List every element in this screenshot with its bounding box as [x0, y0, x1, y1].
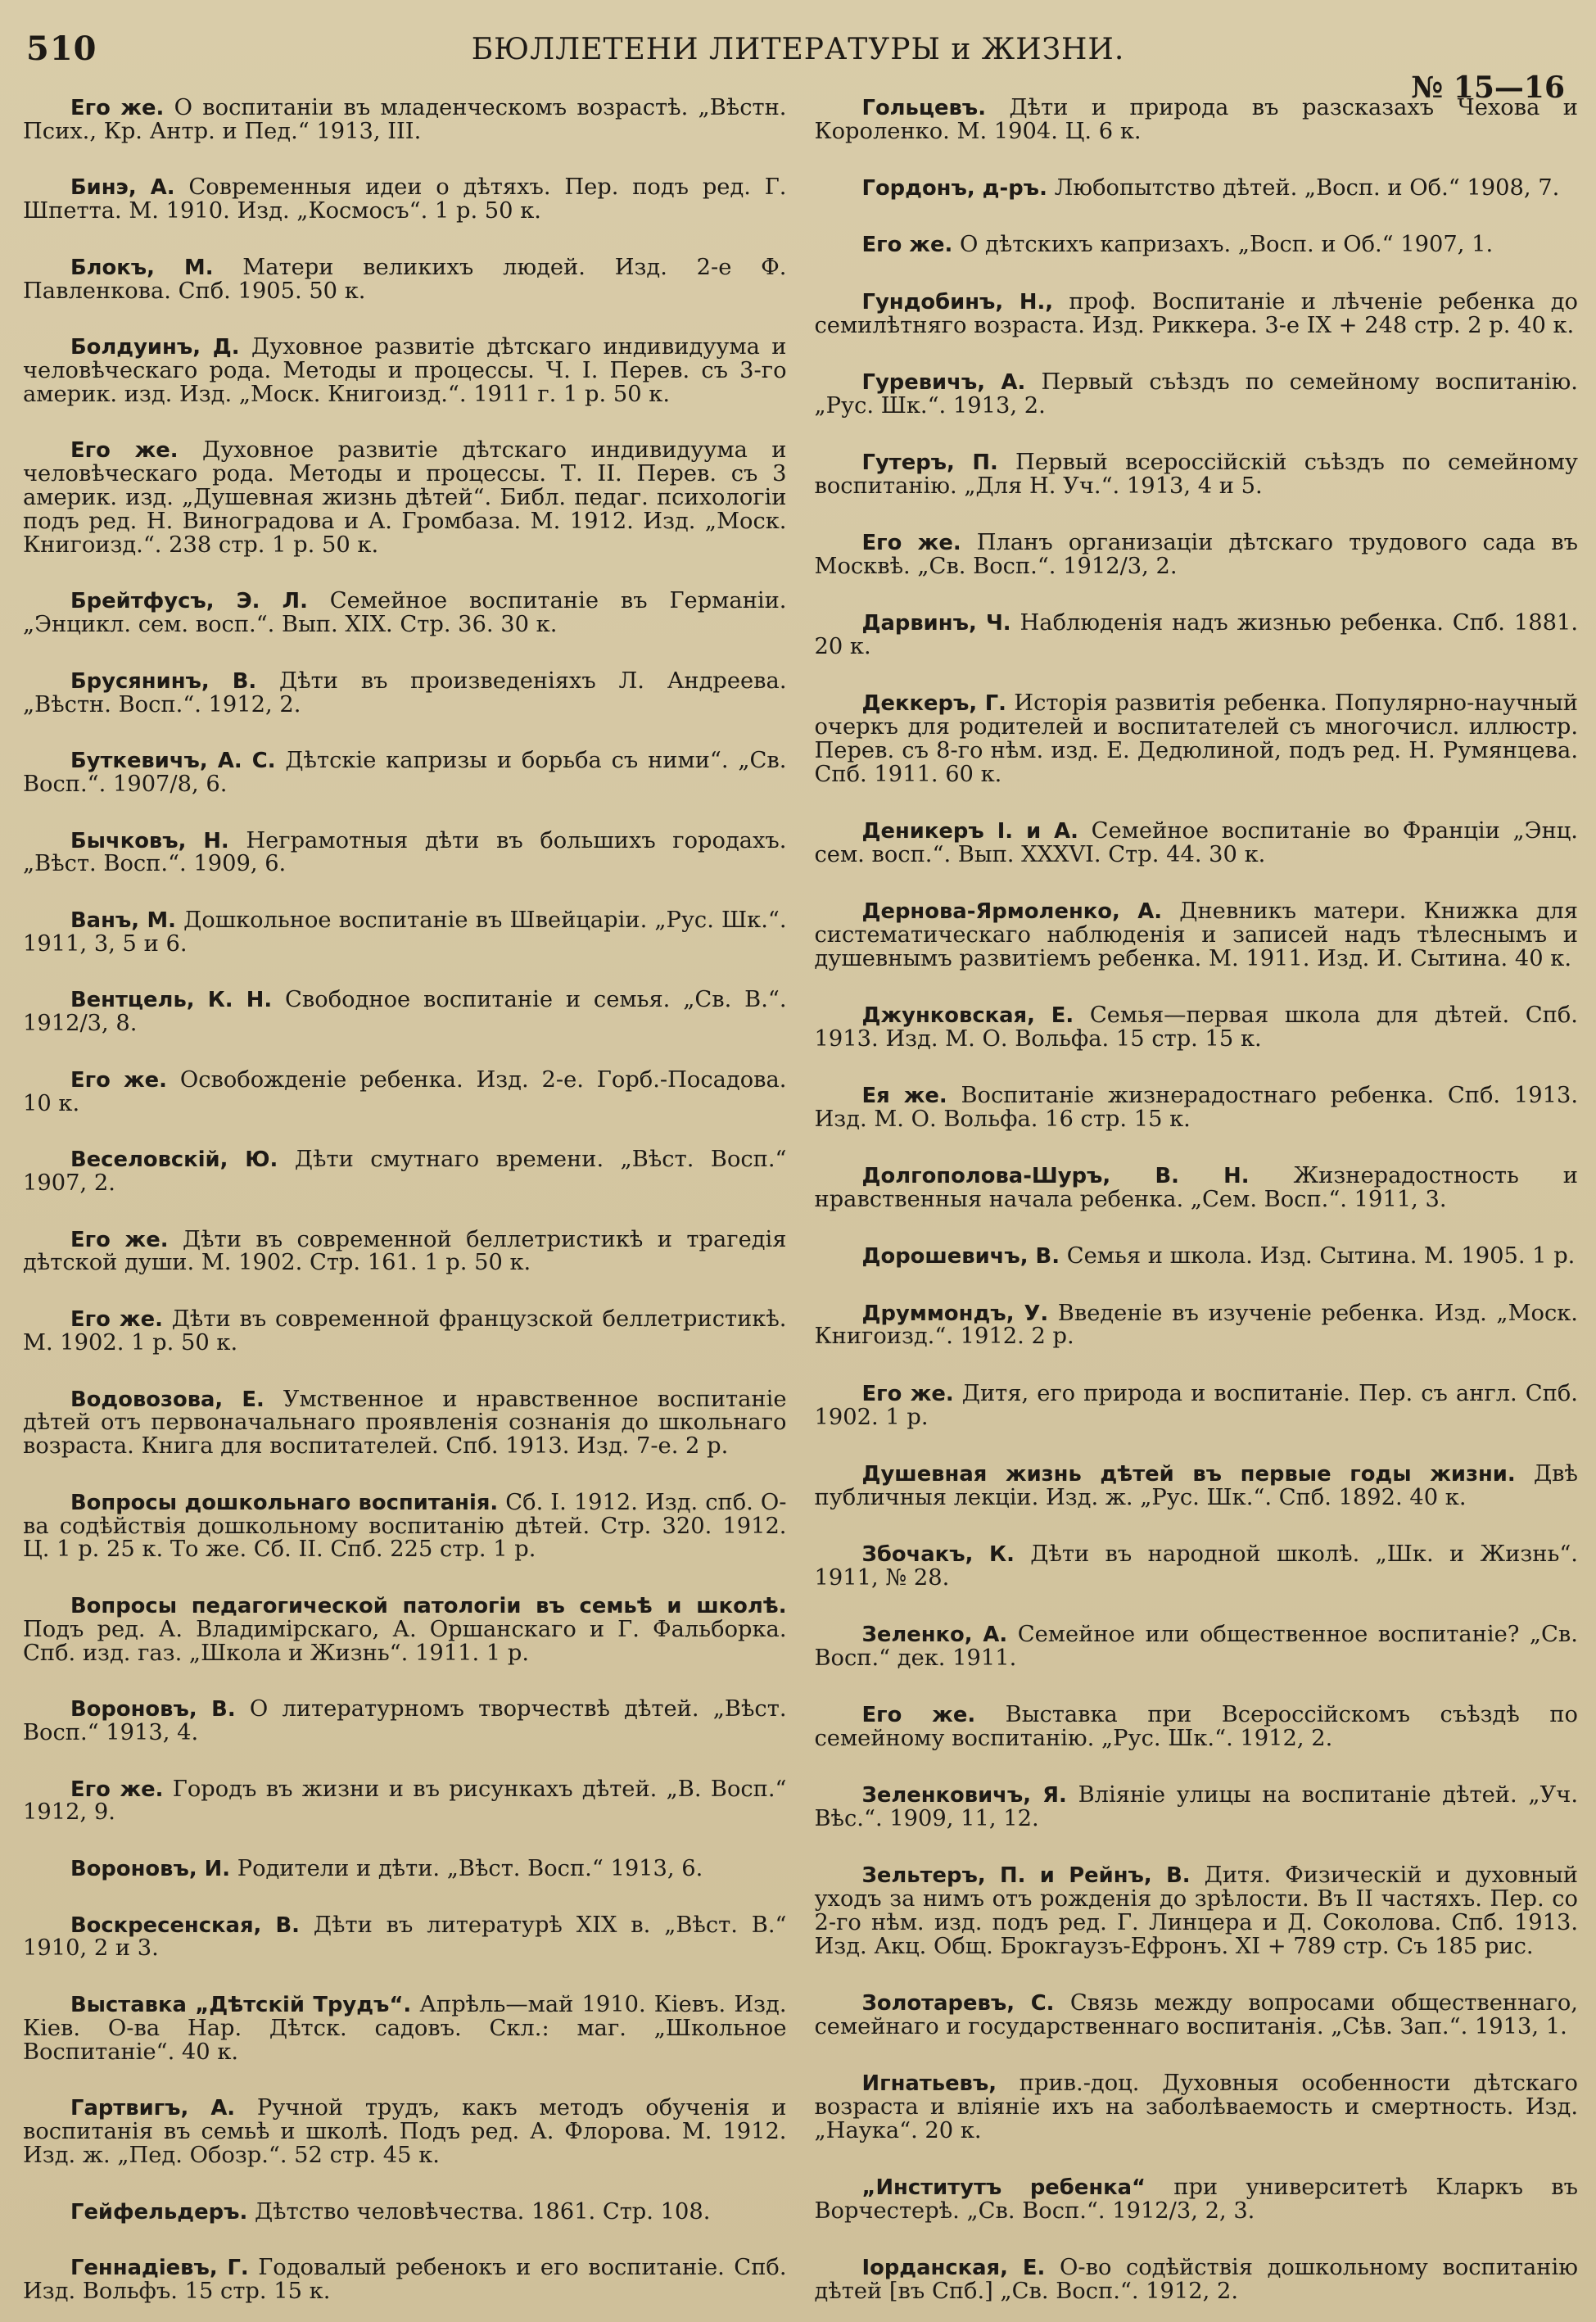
- entry-text: О дѣтскихъ капризахъ. „Восп. и Об.“ 1907, 1.: [959, 232, 1494, 258]
- entry-author: Его же.: [70, 1307, 163, 1333]
- entry-author: Душевная жизнь дѣтей въ первые годы жизни.: [861, 1461, 1516, 1487]
- entry-author: Водовозова, Е.: [70, 1387, 264, 1412]
- entry-text: Дѣти въ современной беллетристикѣ и трагедія дѣтской души. М. 1902. Стр. 161. 1 р. 50 к.: [23, 1226, 787, 1276]
- bibliography-entry: [815, 97, 1579, 144]
- entry-author: Его же.: [70, 1067, 167, 1093]
- bibliography-entry: [815, 1623, 1579, 1671]
- bibliography-entry: [23, 1914, 787, 1962]
- bibliography-entry: [815, 1004, 1579, 1052]
- entry-author: Геннадіевъ, Г.: [70, 2256, 249, 2281]
- entry-author: Его же.: [861, 1381, 954, 1406]
- bibliography-entry: [815, 612, 1579, 659]
- bibliography-entry: [815, 451, 1579, 499]
- bibliography-entry: [815, 1992, 1579, 2039]
- running-title: БЮЛЛЕТЕНИ ЛИТЕРАТУРЫ и ЖИЗНИ.: [471, 33, 1125, 66]
- bibliography-entry: [23, 1778, 787, 1826]
- entry-author: Ванъ, М.: [70, 908, 176, 933]
- bibliography-entry: [23, 1148, 787, 1196]
- entry-author: Его же.: [70, 438, 179, 464]
- entry-author: Долгополова-Шуръ, В. Н.: [861, 1164, 1250, 1189]
- entry-text: при университетѣ Кларкъ въ Ворчестерѣ. „Св. Восп.“. 1912/3, 2, 3.: [814, 2175, 1578, 2224]
- entry-author: Его же.: [70, 1227, 169, 1252]
- entry-author: Іорданская, Е.: [861, 2256, 1046, 2281]
- bibliography-entry: [23, 827, 787, 877]
- entry-text: Планъ организаціи дѣтскаго трудового сада въ Москвѣ. „Св. Восп.“. 1912/3, 2.: [814, 530, 1578, 579]
- bibliography-entry: [23, 670, 787, 717]
- bibliography-entry: [815, 900, 1579, 971]
- entry-text: Введеніе въ изученіе ребенка. Изд. „Моск. Книгоизд.“. 1912. 2 р.: [814, 1300, 1578, 1350]
- entry-author: Его же.: [70, 1777, 164, 1802]
- entry-text: Духовное развитіе дѣтскаго индивидуума и человѣческаго рода. Методы и процессы. Т. II. Перев. съ 3 америк. изд. „Душевная жизнь дѣтей“. Библ. педаг. психологіи подъ ред. Н. Виноградова и А. Громбаза. М. 1912. Изд. „Моск. Книгоизд.“. 238 стр. 1 р. 50 к.: [23, 437, 787, 558]
- entry-author: Веселовскій, Ю.: [70, 1147, 278, 1173]
- entry-text: Дитя, его природа и воспитаніе. Пер. съ англ. Спб. 1902. 1 р.: [814, 1380, 1578, 1430]
- entry-text: Дѣти смутнаго времени. „Вѣст. Восп.“ 1907, 2.: [23, 1147, 787, 1197]
- bibliography-entry: [815, 2072, 1579, 2143]
- bibliography-entry: [814, 1460, 1579, 1510]
- bibliography-entry: [815, 532, 1579, 579]
- bibliography-entry: [815, 1084, 1579, 1132]
- entry-text: Связь между вопросами общественнаго, семейнаго и государственнаго воспитанія. „Сѣв. Зап.“. 1913, 1.: [814, 1990, 1578, 2039]
- entry-text: Вліяніе улицы на воспитаніе дѣтей. „Уч. Вѣс.“. 1909, 11, 12.: [814, 1782, 1579, 1832]
- entry-author: Зеленковичъ, Я.: [861, 1783, 1067, 1808]
- entry-author: Вентцель, К. Н.: [70, 988, 273, 1013]
- entry-text: Воспитаніе жизнерадостнаго ребенка. Спб. 1913. Изд. М. О. Вольфа. 16 стр. 15 к.: [814, 1083, 1578, 1132]
- entry-text: Подъ ред. А. Владимірскаго, А. Оршанскаго и Г. Фальборка. Спб. изд. газ. „Школа и Жизнь“. 1911. 1 р.: [23, 1616, 787, 1666]
- bibliography-entry: [23, 439, 787, 557]
- entry-text: Дитя. Физическій и духовный уходъ за нимъ отъ рожденія до зрѣлости. Въ II частяхъ. Пер. со 2-го нѣм. изд. подъ ред. Г. Линцера и Д. Соколова. Спб. 1913. Изд. Акц. Общ. Брокгаузъ-Ефронъ. XI + 789 стр. Съ 185 рис.: [814, 1863, 1578, 1959]
- entry-text: Выставка при Всероссійскомъ съѣздѣ по семейному воспитанію. „Рус. Шк.“. 1912, 2.: [814, 1702, 1578, 1751]
- entry-text: Неграмотныя дѣти въ большихъ городахъ. „Вѣст. Восп.“. 1909, 6.: [23, 827, 787, 877]
- entry-author: Деккеръ, Г.: [861, 691, 1006, 717]
- entry-author: Гундобинъ, Н.,: [861, 289, 1054, 315]
- page-header: [25, 23, 1571, 105]
- bibliography-entry: [815, 233, 1579, 257]
- bibliography-entry: [23, 1698, 787, 1745]
- bibliography-entry: [23, 336, 787, 406]
- entry-author: „Институтъ ребенка“: [861, 2175, 1146, 2201]
- bibliography-entry: [815, 1543, 1579, 1591]
- entry-author: Буткевичъ, А. С.: [70, 749, 276, 774]
- entry-text: прив.-доц. Духовныя особенности дѣтскаго возраста и вліяніе ихъ на заболѣваемость и смертность. Изд. „Наука“. 20 к.: [814, 2071, 1578, 2143]
- entry-author: Его же.: [861, 233, 953, 258]
- entry-author: Зеленко, А.: [861, 1623, 1008, 1648]
- entry-author: Золотаревъ, С.: [861, 1991, 1055, 2016]
- entry-text: Двѣ публичныя лекціи. Изд. ж. „Рус. Шк.“. Спб. 1892. 40 к.: [814, 1460, 1578, 1510]
- bibliography-entry: [23, 1066, 787, 1116]
- entry-text: Городъ въ жизни и въ рисункахъ дѣтей. „В. Восп.“ 1912, 9.: [23, 1776, 787, 1826]
- entry-text: Исторія развитія ребенка. Популярно-научный очеркъ для родителей и воспитателей съ многочисл. иллюстр. Перев. съ 8-го нѣм. изд. Е. Дедюлиной, подъ ред. Н. Румянцева. Спб. 1911. 60 к.: [814, 690, 1578, 787]
- bibliography-entry: [815, 1302, 1579, 1350]
- entry-author: Вопросы педагогической патологіи въ семьѣ и школѣ.: [70, 1593, 787, 1618]
- entry-author: Дарвинъ, Ч.: [861, 611, 1011, 636]
- entry-author: Деникеръ І. и А.: [861, 818, 1078, 844]
- entry-author: Брусянинъ, В.: [70, 668, 257, 694]
- entry-author: Джунковская, Е.: [861, 1003, 1074, 1028]
- entry-text: Свободное воспитаніе и семья. „Св. В.“. 1912/3, 8.: [23, 987, 787, 1037]
- entry-author: Его же.: [70, 96, 165, 120]
- entry-author: Зельтеръ, П. и Рейнъ, В.: [861, 1863, 1191, 1889]
- entry-text: Семейное воспитаніе въ Германіи. „Энцикл. сем. восп.“. Вып. XIX. Стр. 36. 30 к.: [23, 588, 787, 638]
- entry-text: Апрѣль—май 1910. Кіевъ. Изд. Кіев. О-ва Нар. Дѣтск. садовъ. Скл.: маг. „Школьное Воспитаніе“. 40 к.: [23, 1992, 787, 2065]
- entry-author: Вороновъ, И.: [70, 1857, 231, 1882]
- entry-author: Дорошевичъ, В.: [861, 1244, 1060, 1270]
- bibliography-entry: [23, 1308, 787, 1356]
- entry-text: Семья и школа. Изд. Сытина. М. 1905. 1 р.: [1066, 1243, 1576, 1270]
- entry-text: Ручной трудъ, какъ методъ обученія и воспитанія въ семьѣ и школѣ. Подъ ред. А. Флорова. М. 1912. Изд. ж. „Пед. Обозр.“. 52 стр. 45 к.: [23, 2095, 787, 2168]
- entry-author: Гордонъ, д-ръ.: [861, 176, 1047, 201]
- bibliography-entry: [815, 177, 1579, 201]
- entry-text: О литературномъ творчествѣ дѣтей. „Вѣст. Восп.“ 1913, 4.: [23, 1696, 787, 1745]
- bibliography-entry: [23, 1226, 787, 1276]
- entry-text: Наблюденія надъ жизнью ребенка. Спб. 1881. 20 к.: [814, 610, 1578, 659]
- bibliography-entry: [23, 590, 787, 637]
- entry-text: Матери великихъ людей. Изд. 2-е Ф. Павленкова. Спб. 1905. 50 к.: [23, 254, 787, 304]
- entry-text: Дѣтство человѣчества. 1861. Стр. 108.: [254, 2198, 711, 2225]
- bibliography-entry: [815, 371, 1579, 419]
- entry-author: Збочакъ, К.: [861, 1541, 1015, 1567]
- entry-text: Первый всероссійскій съѣздъ по семейному воспитанію. „Для Н. Уч.“. 1913, 4 и 5.: [814, 449, 1578, 499]
- entry-text: Духовное развитіе дѣтскаго индивидуума и человѣческаго рода. Методы и процессы. Ч. I. Перев. съ 3-го америк. изд. Изд. „Моск. Книгоизд.“. 1911 г. 1 р. 50 к.: [23, 334, 787, 407]
- entry-text: Семейное или общественное воспитаніе? „Св. Восп.“ дек. 1911.: [814, 1622, 1578, 1671]
- entry-author: Дернова-Ярмоленко, А.: [861, 899, 1163, 925]
- bibliography-entry: [815, 1704, 1579, 1751]
- page-number: 510: [26, 29, 97, 68]
- entry-author: Блокъ, М.: [70, 255, 214, 280]
- entry-author: Брейтфусъ, Э. Л.: [70, 589, 308, 614]
- bibliography-entry: [815, 1784, 1579, 1831]
- bibliography-entry: [814, 288, 1579, 338]
- bibliography-entry: [23, 1858, 787, 1881]
- entry-author: Вороновъ, В.: [70, 1697, 236, 1722]
- entry-author: Бинэ, А.: [70, 175, 175, 201]
- entry-text: Сб. I. 1912. Изд. спб. О-ва содѣйствія дошкольному воспитанію дѣтей. Стр. 320. 1912. Ц. 1 р. 25 к. То же. Сб. II. Спб. 225 стр. 1 р.: [23, 1489, 787, 1563]
- bibliography-entry: [23, 1491, 787, 1562]
- issue-number: № 15—16: [1411, 70, 1565, 105]
- entry-text: Семейное воспитаніе во Франціи „Энц. сем. восп.“. Вып. XXXVI. Стр. 44. 30 к.: [814, 817, 1578, 867]
- entry-text: Освобожденіе ребенка. Изд. 2-е. Горб.-Посадова. 10 к.: [23, 1066, 787, 1116]
- entry-author: Его же.: [861, 531, 961, 556]
- bibliography-entry: [815, 2256, 1579, 2304]
- entry-text: О-во содѣйствія дошкольному воспитанію дѣтей [въ Спб.] „Св. Восп.“. 1912, 2.: [814, 2255, 1578, 2305]
- bibliography-entry: [815, 1245, 1579, 1269]
- entry-text: Родители и дѣти. „Вѣст. Восп.“ 1913, 6.: [237, 1856, 703, 1882]
- entry-text: Жизнерадостность и нравственныя начала ребенка. „Сем. Восп.“. 1911, 3.: [814, 1163, 1578, 1213]
- bibliography-columns: [23, 97, 1578, 2304]
- entry-text: Дѣти въ произведеніяхъ Л. Андреева. „Вѣстн. Восп.“. 1912, 2.: [23, 668, 787, 717]
- bibliography-entry: [815, 1864, 1579, 1958]
- entry-text: Дѣти въ литературѣ XIX в. „Вѣст. В.“ 1910, 2 и 3.: [23, 1912, 787, 1962]
- entry-text: Дѣти и природа въ разсказахъ Чехова и Короленко. М. 1904. Ц. 6 к.: [814, 95, 1578, 144]
- entry-text: Любопытство дѣтей. „Восп. и Об.“ 1908, 7.: [1054, 175, 1560, 201]
- entry-author: Вопросы дошкольнаго воспитанія.: [70, 1490, 499, 1515]
- entry-author: Гутеръ, П.: [861, 450, 998, 475]
- bibliography-entry: [815, 1165, 1579, 1212]
- entry-text: Годовалый ребенокъ и его воспитаніе. Спб. Изд. Вольфъ. 15 стр. 15 к.: [23, 2255, 787, 2304]
- entry-author: Друммондъ, У.: [861, 1301, 1049, 1326]
- entry-text: О воспитаніи въ младенческомъ возрастѣ. „Вѣстн. Псих., Кр. Антр. и Пед.“ 1913, III.: [23, 95, 787, 144]
- entry-text: Дѣтскіе капризы и борьба съ ними“. „Св. Восп.“. 1907/8, 6.: [23, 748, 787, 797]
- bibliography-entry: [23, 1388, 787, 1459]
- entry-text: Семья—первая школа для дѣтей. Спб. 1913. Изд. М. О. Вольфа. 15 стр. 15 к.: [814, 1003, 1578, 1052]
- bibliography-entry: [23, 2256, 787, 2304]
- bibliography-entry: [23, 2097, 787, 2167]
- bibliography-entry: [815, 2176, 1579, 2224]
- entry-author: Бычковъ, Н.: [70, 828, 229, 853]
- entry-author: Ея же.: [861, 1084, 947, 1109]
- entry-text: Первый съѣздъ по семейному воспитанію. „Рус. Шк.“. 1913, 2.: [814, 369, 1578, 419]
- bibliography-entry: [23, 1994, 787, 2064]
- entry-author: Гольцевъ.: [861, 96, 986, 120]
- entry-text: Современныя идеи о дѣтяхъ. Пер. подъ ред. Г. Шпетта. М. 1910. Изд. „Космосъ“. 1 р. 50 к.: [23, 174, 787, 224]
- bibliography-entry: [23, 909, 787, 957]
- entry-text: проф. Воспитаніе и лѣченіе ребенка до семилѣтняго возраста. Изд. Риккера. 3-е IX + 248 стр. 2 р. 40 к.: [814, 288, 1578, 338]
- bibliography-entry: [23, 989, 787, 1036]
- entry-text: Дѣти въ современной французской беллетристикѣ. М. 1902. 1 р. 50 к.: [23, 1306, 787, 1356]
- bibliography-entry: [23, 176, 787, 224]
- right-column: [815, 97, 1579, 2304]
- bibliography-entry: [814, 1380, 1579, 1430]
- bibliography-entry: [23, 256, 787, 304]
- entry-author: Гуревичъ, А.: [861, 369, 1026, 395]
- bibliography-entry: [23, 1595, 787, 1665]
- bibliography-entry: [23, 749, 787, 797]
- bibliography-entry: [815, 692, 1579, 786]
- entry-text: Дневникъ матери. Книжка для систематическаго наблюденія и записей надъ тѣлеснымъ и душевнымъ развитіемъ ребенка. М. 1911. Изд. И. Сытина. 40 к.: [814, 898, 1579, 971]
- entry-author: Гейфельдеръ.: [70, 2199, 248, 2225]
- bibliography-entry: [23, 2198, 787, 2225]
- entry-text: Дошкольное воспитаніе въ Швейцаріи. „Рус. Шк.“. 1911, 3, 5 и 6.: [23, 907, 787, 957]
- entry-author: Воскресенская, В.: [70, 1912, 300, 1938]
- entry-author: Его же.: [861, 1703, 976, 1728]
- entry-author: Болдуинъ, Д.: [70, 335, 240, 360]
- bibliography-entry: [814, 817, 1579, 867]
- left-column: [23, 97, 787, 2304]
- entry-text: Умственное и нравственное воспитаніе дѣтей отъ первоначальнаго проявленія сознанія до школьнаго возраста. Книга для воспитателей. Спб. 1913. Изд. 7-е. 2 р.: [23, 1386, 787, 1460]
- entry-author: Гартвигъ, А.: [70, 2096, 236, 2121]
- entry-text: Дѣти въ народной школѣ. „Шк. и Жизнь“. 1911, № 28.: [814, 1541, 1578, 1591]
- entry-author: Выставка „Дѣтскій Трудъ“.: [70, 1993, 412, 2018]
- bibliography-entry: [23, 97, 787, 144]
- entry-author: Игнатьевъ,: [861, 2071, 997, 2097]
